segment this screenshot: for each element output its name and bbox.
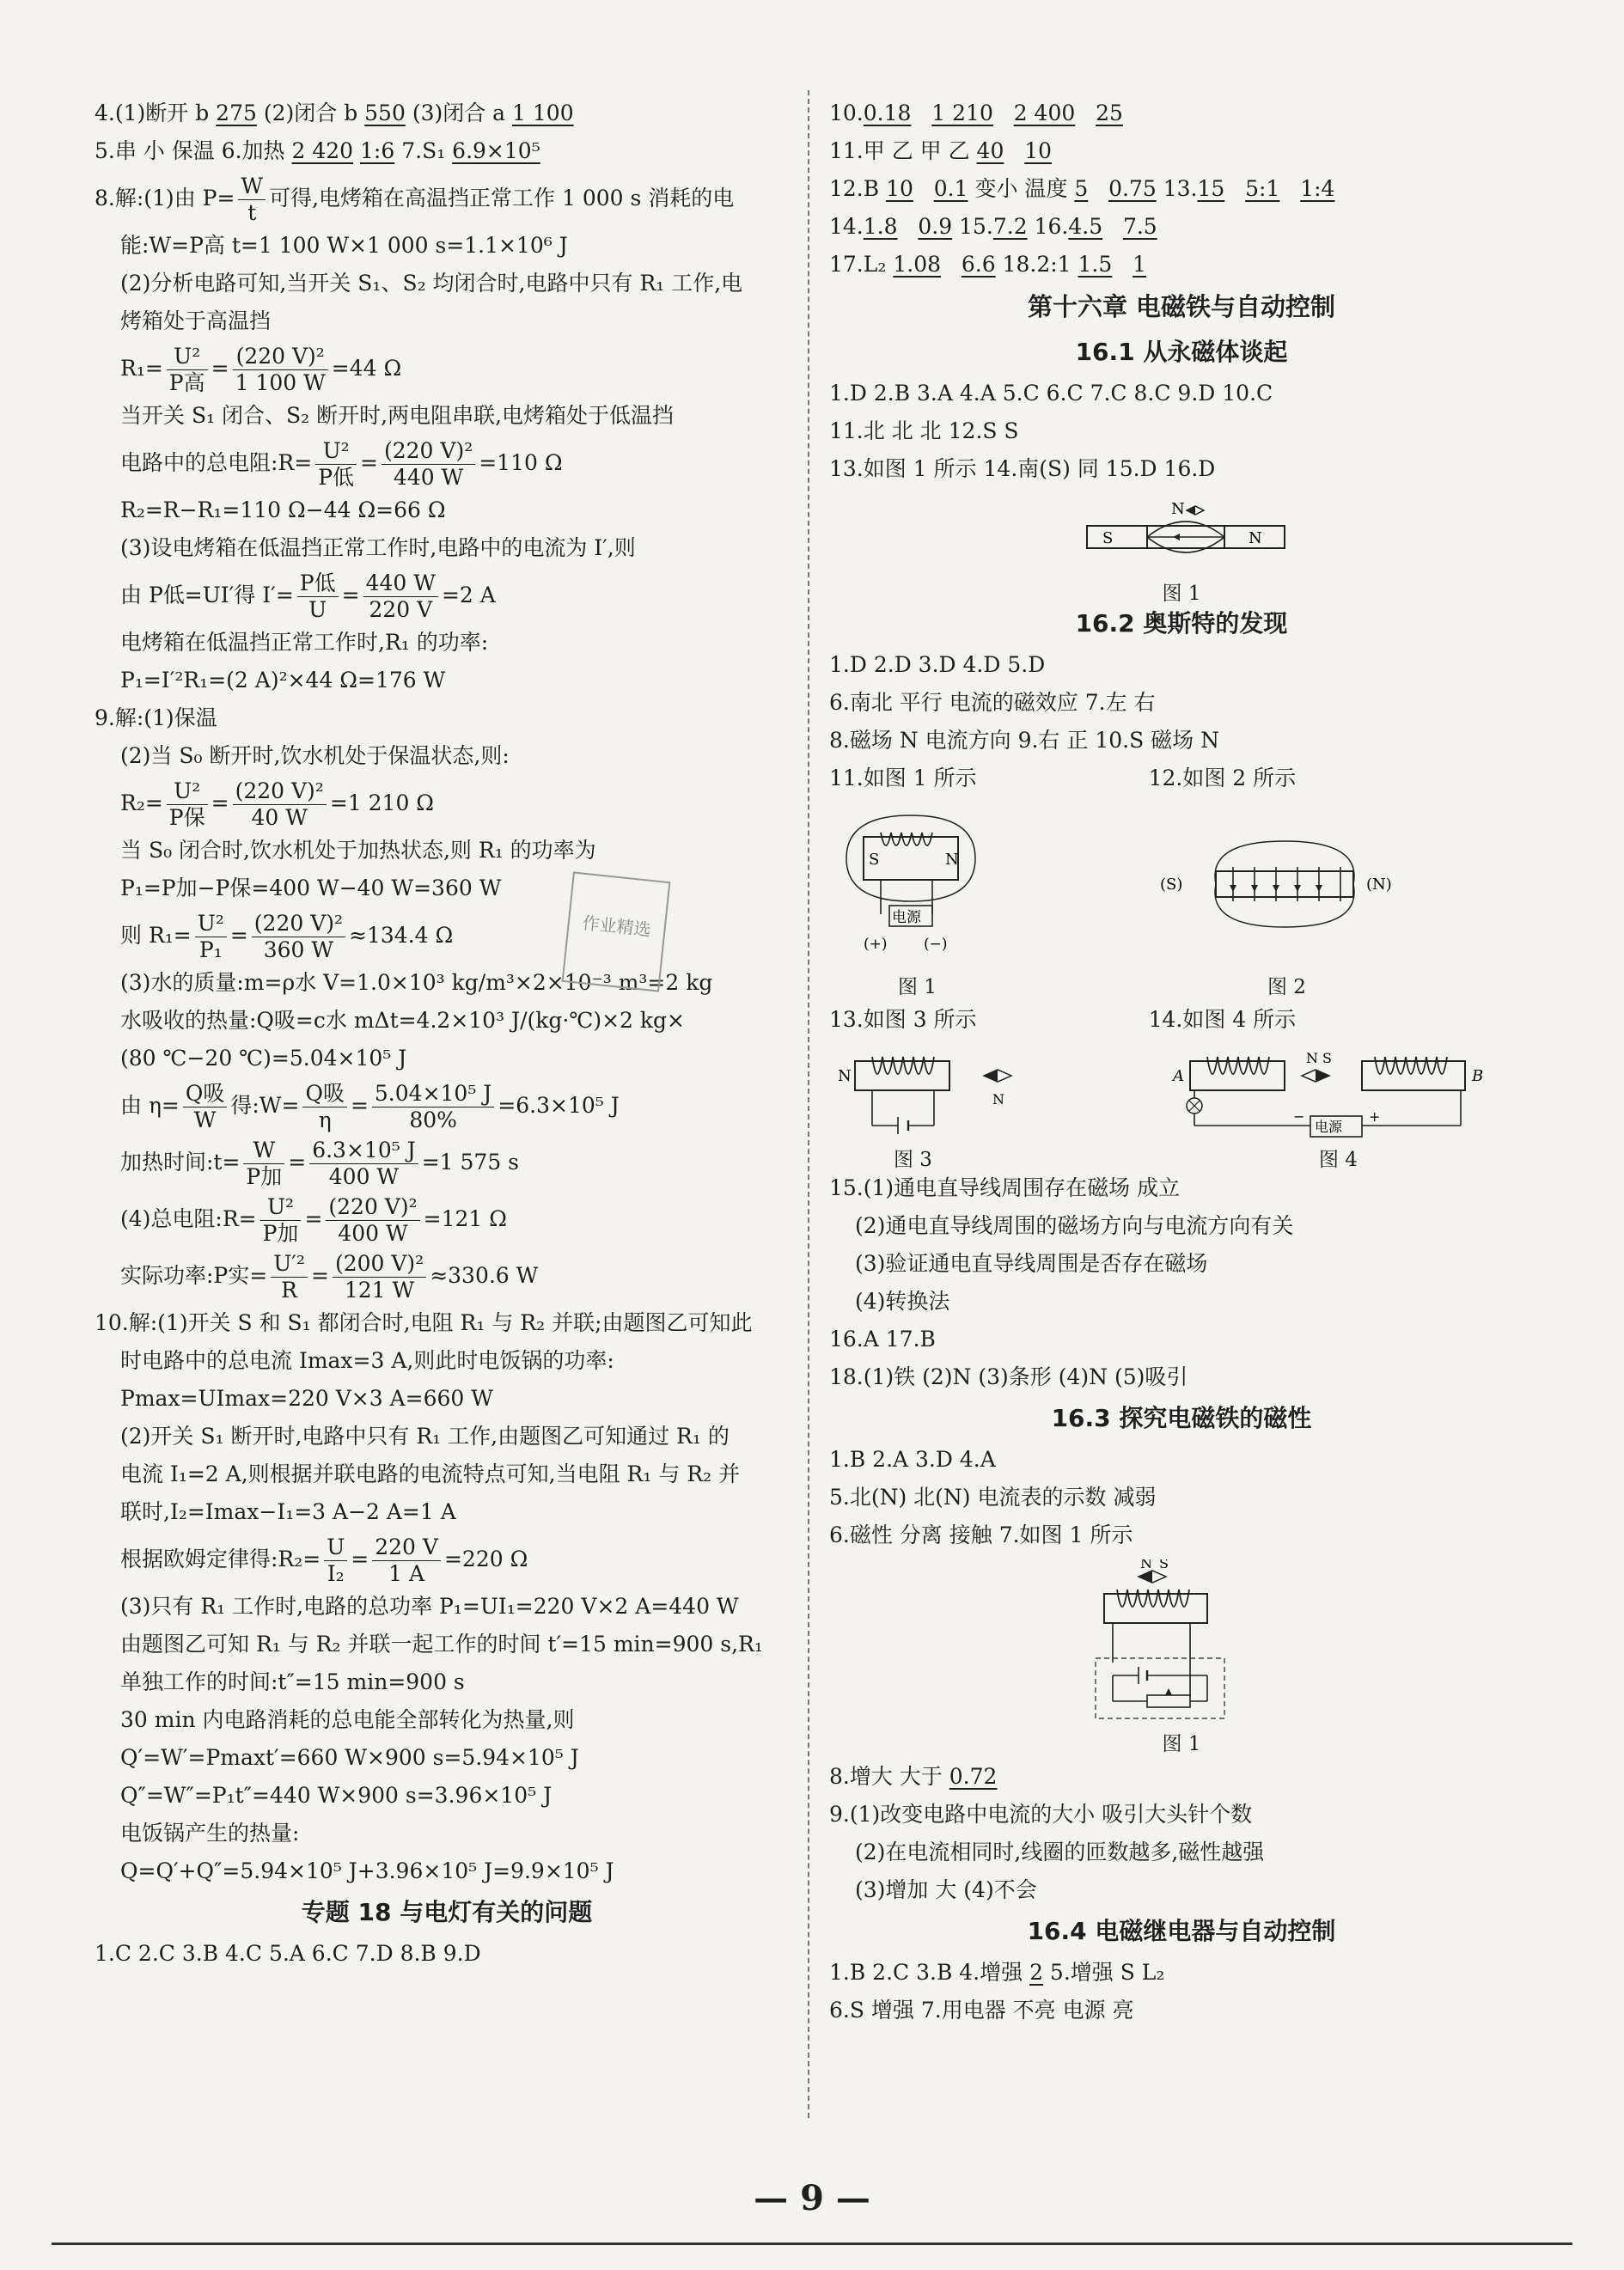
plus-label: (+) bbox=[864, 936, 888, 953]
q9-line: 水吸收的热量:Q吸=c水 mΔt=4.2×10³ J/(kg·℃)×2 kg× bbox=[120, 1008, 685, 1033]
q10-line: 电饭锅产生的热量: bbox=[120, 1821, 300, 1846]
q9-line: (2)当 S₀ 断开时,饮水机处于保温状态,则: bbox=[120, 743, 510, 768]
section-16-1-title: 16.1 从永磁体谈起 bbox=[1075, 338, 1288, 366]
q10-line: (2)开关 S₁ 断开时,电路中只有 R₁ 工作,由题图乙可知通过 R₁ 的 bbox=[120, 1424, 730, 1449]
answer-line: 9.(1)改变电路中电流的大小 吸引大头针个数 bbox=[829, 1802, 1253, 1827]
q9-line: (80 ℃−20 ℃)=5.04×10⁵ J bbox=[120, 1046, 407, 1071]
fraction: $\frac{440 W}{220 V}$ bbox=[363, 571, 438, 623]
answer-line: (2)在电流相同时,线圈的匝数越多,磁性越强 bbox=[855, 1840, 1265, 1864]
answer-line: 12.B 10 0.1 变小 温度 5 0.75 13.15 5:1 1:4 bbox=[829, 176, 1335, 201]
answer-line: (4)转换法 bbox=[855, 1289, 950, 1314]
q8-line: 8.解:(1)由 P= $\frac{W}{t}$ 可得,电烤箱在高温挡正常工作 1 000 s 消耗的电 bbox=[95, 174, 735, 225]
fraction: $\frac{\text{P低}}{U}$ bbox=[297, 571, 339, 623]
fraction: $\frac{\text{(220 V)²}}{440 W}$ bbox=[382, 438, 475, 491]
fraction: $\frac{\text{(220 V)²}}{360 W}$ bbox=[252, 911, 345, 963]
fraction: $\frac{\text{U²}}{\text{P高}}$ bbox=[167, 344, 208, 396]
q8-line: 当开关 S₁ 闭合、S₂ 断开时,两电阻串联,电烤箱处于低温挡 bbox=[120, 403, 675, 428]
answer-line: 1.B 2.C 3.B 4.增强 2 5.增强 S L₂ bbox=[829, 1960, 1165, 1985]
fraction: $\frac{\text{U²}}{\text{P保}}$ bbox=[167, 778, 208, 831]
solenoid-s-label: S bbox=[869, 851, 880, 869]
answer-line: 14.1.8 0.9 15.7.2 16.4.5 7.5 bbox=[829, 214, 1157, 239]
fraction: $\frac{\text{(200 V)²}}{121 W}$ bbox=[333, 1251, 426, 1303]
q9-line: 实际功率:P实= $\frac{\text{U′²}}{R}$ = $\frac{\text{(200 V)²}}{121 W}$ ≈330.6 W bbox=[120, 1251, 539, 1303]
fig4-b-label: B bbox=[1472, 1067, 1484, 1085]
electromagnet-diagrams bbox=[829, 1044, 1534, 1138]
q10-line: 30 min 内电路消耗的总电能全部转化为热量,则 bbox=[120, 1707, 575, 1732]
figure-caption: 图 1 bbox=[1162, 1733, 1201, 1755]
fig3-needle-n-label: N bbox=[992, 1091, 1004, 1108]
fraction: $\frac{W}{t}$ bbox=[238, 174, 266, 226]
answer-line: 6.磁性 分离 接触 7.如图 1 所示 bbox=[829, 1522, 1133, 1547]
figure-caption: 图 2 bbox=[1267, 976, 1306, 998]
q9-line: R₂= $\frac{\text{U²}}{\text{P保}}$ = $\frac{\text{(220 V)²}}{40 W}$ =1 210 Ω bbox=[120, 778, 435, 830]
fig3-n-label: N bbox=[838, 1067, 852, 1085]
section-16-2-title: 16.2 奥斯特的发现 bbox=[1075, 609, 1288, 638]
fraction: $\frac{\text{(220 V)²}}{400 W}$ bbox=[326, 1194, 419, 1247]
answer-line: 18.(1)铁 (2)N (3)条形 (4)N (5)吸引 bbox=[829, 1364, 1188, 1389]
figure-16-2-1-2 bbox=[829, 802, 1534, 996]
q9-line: (3)水的质量:m=ρ水 V=1.0×10³ kg/m³×2×10⁻³ m³=2 kg bbox=[120, 970, 713, 995]
q9-line: 9.解:(1)保温 bbox=[95, 705, 217, 730]
fraction: $\frac{220 V}{1 A}$ bbox=[372, 1535, 441, 1587]
q8-line: R₂=R−R₁=110 Ω−44 Ω=66 Ω bbox=[120, 497, 446, 522]
q8-line: 烤箱处于高温挡 bbox=[120, 308, 272, 333]
answer-line: 11.甲 乙 甲 乙 40 10 bbox=[829, 138, 1053, 163]
q10-line: 10.解:(1)开关 S 和 S₁ 都闭合时,电阻 R₁ 与 R₂ 并联;由题图乙可知此 bbox=[95, 1310, 753, 1335]
column-divider bbox=[808, 90, 809, 2118]
q10-line: Q=Q′+Q″=5.94×10⁵ J+3.96×10⁵ J=9.9×10⁵ J bbox=[120, 1858, 614, 1883]
answer-line: (3)增加 大 (4)不会 bbox=[855, 1877, 1037, 1902]
q9-line: (4)总电阻:R= $\frac{\text{U²}}{\text{P加}}$ = $\frac{\text{(220 V)²}}{400 W}$ =121 Ω bbox=[120, 1194, 507, 1246]
figure-caption: 图 4 bbox=[1319, 1149, 1358, 1171]
magnet-s-label: S bbox=[1102, 529, 1114, 547]
section-16-4-title: 16.4 电磁继电器与自动控制 bbox=[1027, 1917, 1336, 1945]
right-column bbox=[829, 95, 1534, 2029]
q8-line: 电路中的总电阻:R= $\frac{\text{U²}}{\text{P低}}$ = $\frac{\text{(220 V)²}}{440 W}$ =110 Ω bbox=[120, 438, 563, 490]
fraction: $\frac{W}{\text{P加}}$ bbox=[243, 1138, 284, 1190]
q9-line: 加热时间:t= $\frac{W}{\text{P加}}$ = $\frac{\text{6.3×10⁵ J}}{400 W}$ =1 575 s bbox=[120, 1138, 520, 1189]
q9-line: P₁=P加−P保=400 W−40 W=360 W bbox=[120, 876, 502, 900]
q10-line: 联时,I₂=Imax−I₁=3 A−2 A=1 A bbox=[120, 1499, 456, 1524]
q10-line: 根据欧姆定律得:R₂= $\frac{U}{\text{I₂}}$ = $\frac{220 V}{1 A}$ =220 Ω bbox=[120, 1535, 528, 1586]
answer-line: 1.B 2.A 3.D 4.A bbox=[829, 1447, 996, 1472]
figure-caption: 图 1 bbox=[898, 976, 937, 998]
q9-line: 则 R₁= $\frac{\text{U²}}{\text{P₁}}$ = $\frac{\text{(220 V)²}}{360 W}$ ≈134.4 Ω bbox=[120, 911, 454, 962]
fig163-n-label: N bbox=[1140, 1559, 1152, 1571]
answer-line: 4.(1)断开 b 275 (2)闭合 b 550 (3)闭合 a 1 100 bbox=[95, 101, 574, 125]
answer-line: 6.南北 平行 电流的磁效应 7.左 右 bbox=[829, 690, 1156, 715]
left-column bbox=[95, 95, 799, 1973]
q10-line: Q″=W″=P₁t″=440 W×900 s=3.96×10⁵ J bbox=[120, 1783, 553, 1808]
fraction: $\frac{\text{U²}}{\text{P低}}$ bbox=[315, 438, 357, 491]
answer-line: 6.S 增强 7.用电器 不亮 电源 亮 bbox=[829, 1998, 1134, 2023]
q8-line: (3)设电烤箱在低温挡正常工作时,电路中的电流为 I′,则 bbox=[120, 535, 636, 560]
power-source-label: 电源 bbox=[892, 909, 921, 926]
homework-stamp: 作业精选 bbox=[562, 871, 671, 992]
solenoid-diagrams bbox=[829, 802, 1534, 966]
q8-line: 能:W=P高 t=1 100 W×1 000 s=1.1×10⁶ J bbox=[120, 233, 568, 258]
q10-line: 电流 I₁=2 A,则根据并联电路的电流特点可知,当电阻 R₁ 与 R₂ 并 bbox=[120, 1461, 741, 1486]
fig4-minus-label: − bbox=[1293, 1108, 1305, 1125]
fraction: $\frac{\text{Q吸}}{\eta}$ bbox=[302, 1081, 347, 1133]
q10-line: Pmax=UImax=220 V×3 A=660 W bbox=[120, 1386, 493, 1411]
fraction: $\frac{\text{6.3×10⁵ J}}{400 W}$ bbox=[309, 1138, 418, 1190]
q8-line: (2)分析电路可知,当开关 S₁、S₂ 均闭合时,电路中只有 R₁ 工作,电 bbox=[120, 271, 743, 296]
fraction: $\frac{\text{U²}}{\text{P₁}}$ bbox=[195, 911, 227, 963]
q9-line: 当 S₀ 闭合时,饮水机处于加热状态,则 R₁ 的功率为 bbox=[120, 838, 596, 863]
answer-line: 11.如图 1 所示 12.如图 2 所示 bbox=[829, 766, 1297, 790]
q8-line: 电烤箱在低温挡正常工作时,R₁ 的功率: bbox=[120, 630, 489, 655]
fraction: $\frac{\text{U′²}}{R}$ bbox=[271, 1251, 308, 1303]
q10-line: Q′=W′=Pmaxt′=660 W×900 s=5.94×10⁵ J bbox=[120, 1745, 579, 1770]
answer-line: 13.如图 3 所示 14.如图 4 所示 bbox=[829, 1007, 1297, 1032]
page-number: — 9 — bbox=[754, 2178, 870, 2218]
fraction: $\frac{\text{(220 V)²}}{40 W}$ bbox=[233, 778, 327, 831]
q10-line: 由题图乙可知 R₁ 与 R₂ 并联一起工作的时间 t′=15 min=900 s,R₁ bbox=[120, 1632, 763, 1657]
q10-line: 单独工作的时间:t″=15 min=900 s bbox=[120, 1669, 465, 1694]
answer-line: 17.L₂ 1.08 6.6 18.2:1 1.5 1 bbox=[829, 252, 1147, 277]
figure-16-1-1 bbox=[829, 493, 1534, 605]
bar-magnet-diagram bbox=[829, 493, 1534, 572]
q10-line: 时电路中的总电流 Imax=3 A,则此时电饭锅的功率: bbox=[120, 1348, 614, 1373]
fraction: $\frac{\text{Q吸}}{W}$ bbox=[183, 1081, 228, 1133]
answer-line: 1.D 2.D 3.D 4.D 5.D bbox=[829, 652, 1046, 677]
q8-line: 由 P低=UI′得 I′= $\frac{\text{P低}}{U}$ = $\frac{440 W}{220 V}$ =2 A bbox=[120, 571, 496, 622]
figure-caption: 图 1 bbox=[1162, 583, 1201, 605]
q9-line: 由 η= $\frac{\text{Q吸}}{W}$ 得:W= $\frac{\text{Q吸}}{\eta}$ = $\frac{\text{5.04×10⁵ J}}{80\%}$ =6.3×10⁵ J bbox=[120, 1081, 620, 1132]
chapter-16-title: 第十六章 电磁铁与自动控制 bbox=[1027, 292, 1336, 321]
fig2-s-label: (S) bbox=[1160, 876, 1183, 894]
bottom-rule bbox=[52, 2243, 1572, 2245]
q10-line: (3)只有 R₁ 工作时,电路的总功率 P₁=UI₁=220 V×2 A=440 W bbox=[120, 1594, 739, 1619]
electromagnet-circuit-diagram bbox=[829, 1559, 1534, 1723]
fig4-s-label: S bbox=[1322, 1050, 1332, 1066]
answer-line: 16.A 17.B bbox=[829, 1327, 936, 1352]
fig4-power-label: 电源 bbox=[1315, 1119, 1343, 1135]
fig4-n-label: N bbox=[1306, 1050, 1318, 1066]
fig4-plus-label: + bbox=[1369, 1108, 1381, 1125]
answer-line: 1.D 2.B 3.A 4.A 5.C 6.C 7.C 8.C 9.D 10.C bbox=[829, 381, 1273, 406]
solenoid-n-label: N bbox=[945, 851, 959, 869]
fig2-n-label: (N) bbox=[1366, 876, 1392, 894]
answer-line: 13.如图 1 所示 14.南(S) 同 15.D 16.D bbox=[829, 456, 1216, 481]
answer-line: 5.北(N) 北(N) 电流表的示数 减弱 bbox=[829, 1485, 1157, 1510]
answer-line: 15.(1)通电直导线周围存在磁场 成立 bbox=[829, 1175, 1181, 1200]
figure-16-3-1 bbox=[829, 1559, 1534, 1753]
section-16-3-title: 16.3 探究电磁铁的磁性 bbox=[1051, 1404, 1312, 1432]
q8-line: P₁=I′²R₁=(2 A)²×44 Ω=176 W bbox=[120, 668, 446, 693]
figure-16-2-3-4 bbox=[829, 1044, 1534, 1171]
figure-caption: 图 3 bbox=[894, 1149, 932, 1171]
fraction: $\frac{\text{U²}}{\text{P加}}$ bbox=[260, 1194, 302, 1247]
fig163-s-label: S bbox=[1159, 1559, 1169, 1571]
fig4-a-label: A bbox=[1173, 1067, 1184, 1085]
fraction: $\frac{\text{5.04×10⁵ J}}{80\%}$ bbox=[372, 1081, 494, 1133]
answer-line: 5.串 小 保温 6.加热 2 420 1:6 7.S₁ 6.9×10⁵ bbox=[95, 138, 540, 163]
answer-line: 8.磁场 N 电流方向 9.右 正 10.S 磁场 N bbox=[829, 728, 1219, 753]
fraction: $\frac{U}{\text{I₂}}$ bbox=[324, 1535, 347, 1587]
fraction: $\frac{\text{(220 V)²}}{1 100 W}$ bbox=[233, 344, 328, 396]
needle-n-label: N bbox=[1171, 500, 1185, 518]
answer-line: (3)验证通电直导线周围是否存在磁场 bbox=[855, 1251, 1208, 1276]
answer-line: 10.0.18 1 210 2 400 25 bbox=[829, 101, 1123, 125]
answer-line: 8.增大 大于 0.72 bbox=[829, 1764, 998, 1789]
q8-line: R₁= $\frac{\text{U²}}{\text{P高}}$ = $\frac{\text{(220 V)²}}{1 100 W}$ =44 Ω bbox=[120, 344, 402, 395]
topic-18-title: 专题 18 与电灯有关的问题 bbox=[301, 1898, 593, 1926]
answer-line: (2)通电直导线周围的磁场方向与电流方向有关 bbox=[855, 1213, 1294, 1238]
topic-18-answers: 1.C 2.C 3.B 4.C 5.A 6.C 7.D 8.B 9.D bbox=[95, 1941, 481, 1966]
magnet-n-label: N bbox=[1249, 529, 1262, 547]
minus-label: (−) bbox=[924, 936, 948, 953]
answer-line: 11.北 北 北 12.S S bbox=[829, 418, 1019, 443]
